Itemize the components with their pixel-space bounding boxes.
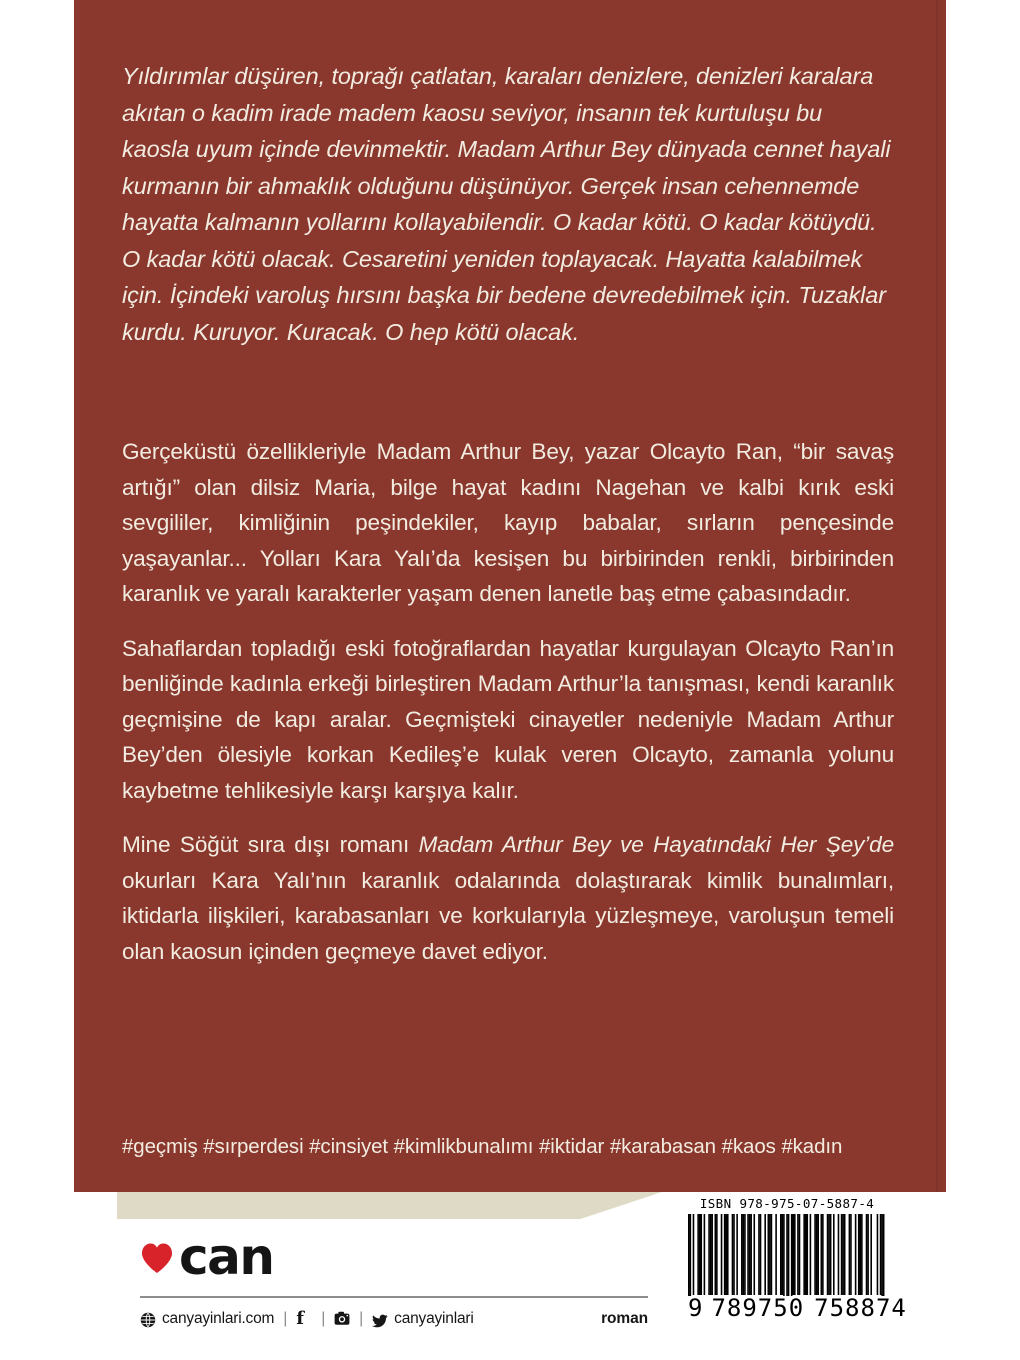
- back-cover-panel: [74, 0, 946, 1192]
- footer-contact-group: [140, 1310, 474, 1328]
- website-text[interactable]: canyayinlari.com: [162, 1310, 275, 1327]
- cover-description-group: [122, 434, 894, 969]
- barcode-digit-group-1: 9: [688, 1294, 704, 1322]
- beige-accent-band: [117, 1192, 662, 1219]
- meta-separator-1: |: [283, 1310, 288, 1327]
- meta-separator-2: |: [321, 1310, 326, 1327]
- footer-meta-row: [140, 1310, 648, 1328]
- closing-lead-text: Mine Söğüt sıra dışı romanı: [122, 832, 419, 857]
- instagram-icon[interactable]: [334, 1311, 350, 1327]
- barcode-digits: [688, 1294, 907, 1322]
- closing-tail-text: okurları Kara Yalı’nın karanlık odalarında dolaştırarak kimlik bunalımları, iktidarla ilişkileri, karabasanları ve korkularıyla yüzleşmeye, varoluşun temeli olan kaosun içinden geçmeye davet ediyor.: [122, 867, 894, 964]
- footer-divider: [140, 1296, 648, 1298]
- description-paragraph-2: Sahaflardan topladığı eski fotoğraflardan hayatlar kurgulayan Olcayto Ran’ın benliğinde kadınla erkeği birleştiren Madam Arthur’la tanışması, kendi karanlık geçmişine de kapı aralar. Geçmişteki cinayetler nedeniyle Madam Arthur Bey’den ölesiyle korkan Kedileş’e kulak veren Olcayto, zamanla yolunu kaybetme tehlikesiyle karşı karşıya kalır.: [122, 635, 894, 803]
- isbn-barcode-block: [688, 1192, 907, 1322]
- social-handle-text[interactable]: canyayinlari: [394, 1310, 474, 1327]
- meta-separator-3: |: [359, 1310, 364, 1327]
- barcode-digit-group-3: 758874: [814, 1294, 907, 1322]
- book-title-italic: Madam Arthur Bey ve Hayatındaki Her Şey’de: [418, 832, 894, 857]
- hashtag-line: #geçmiş #sırperdesi #cinsiyet #kimlikbunalımı #iktidar #karabasan #kaos #kadın: [122, 1135, 843, 1158]
- isbn-text: ISBN 978-975-07-5887-4: [699, 1196, 875, 1211]
- spine-seam: [936, 0, 938, 1192]
- twitter-icon[interactable]: [372, 1313, 388, 1329]
- description-paragraph-1: Gerçeküstü özellikleriyle Madam Arthur Bey, yazar Olcayto Ran, “bir savaş artığı” olan dilsiz Maria, bilge hayat kadını Nagehan ve kalbi kırık eski sevgililer, kimliğinin peşindekiler, kayıp babalar, sırların pençesinde yaşayanlar... Yolları Kara Yalı’da kesişen bu birbirinden renkli, birbirinden karanlık ve yaralı karakterler yaşam denen lanetle baş etme çabasındadır.: [122, 439, 894, 606]
- publisher-footer: [140, 1228, 650, 1329]
- publisher-logo: [140, 1228, 650, 1286]
- cover-text-column: [122, 58, 894, 969]
- barcode-bars: [688, 1214, 886, 1296]
- barcode-digit-group-2: 789750: [711, 1294, 805, 1322]
- description-paragraph-3: [122, 827, 894, 969]
- facebook-icon[interactable]: f: [296, 1308, 304, 1329]
- can-wordmark: can: [179, 1228, 274, 1286]
- globe-icon: [140, 1312, 156, 1328]
- genre-label: roman: [601, 1310, 648, 1327]
- cover-quote: Yıldırımlar düşüren, toprağı çatlatan, karaları denizlere, denizleri karalara akıtan o kadim irade madem kaosu seviyor, insanın tek kurtuluşu bu kaosla uyum içinde devinmektir. Madam Arthur Bey dünyada cennet hayali kurmanın bir ahmaklık olduğunu düşünüyor. Gerçek insan cehennemde hayatta kalmanın yollarını kollayabilendir. O kadar kötü. O kadar kötüydü. O kadar kötü olacak. Cesaretini yeniden toplayacak. Hayatta kalabilmek için. İçindeki varoluş hırsını başka bir bedene devredebilmek için. Tuzaklar kurdu. Kuruyor. Kuracak. O hep kötü olacak.: [122, 63, 891, 345]
- heart-icon: [140, 1242, 174, 1274]
